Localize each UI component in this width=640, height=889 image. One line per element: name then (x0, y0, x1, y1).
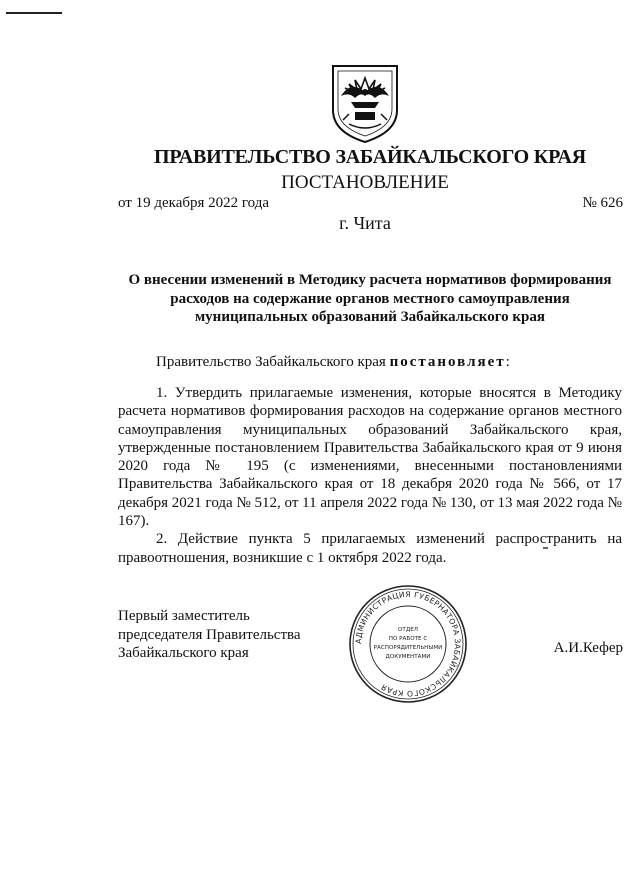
signatory-name: А.И.Кефер (553, 640, 623, 656)
official-seal-stamp (347, 583, 469, 705)
document-type: ПОСТАНОВЛЕНИЕ (281, 172, 449, 193)
seal-center-line-2: ПО РАБОТЕ С (388, 636, 428, 642)
preamble-text: Правительство Забайкальского края (156, 354, 390, 370)
preamble (156, 354, 510, 371)
signatory-position-line-1: Первый заместитель (118, 608, 250, 624)
document-body (118, 384, 622, 567)
document-date: от 19 декабря 2022 года (118, 195, 270, 211)
paragraph-1: 1. Утвердить прилагаемые изменения, которые вносятся в Методику расчета нормативов формирования расходов на содержание органов местного самоуправления муниципальных образований Забайкальского края, утвержденные постановлением Правительства Забайкальского края от 9 июня 2020 года № 195 (с изменениями, внесенными постановлениями Правительства Забайкальского края от 18 декабря 2020 года № 566, от 17 декабря 2021 года № 512, от 11 апреля 2022 года № 130, от 13 мая 2022 года № 167). (118, 385, 622, 530)
document-subject: О внесении изменений в Методику расчета нормативов формирования расходов на содержание органов местного самоуправления муниципальных образований Забайкальского края (128, 272, 612, 325)
document-number: № 626 (582, 195, 623, 211)
preamble-emphasis: постановляет (389, 354, 506, 370)
preamble-colon: : (505, 354, 510, 370)
organization-title: ПРАВИТЕЛЬСТВО ЗАБАЙКАЛЬСКОГО КРАЯ (153, 146, 587, 168)
seal-center-line-4: ДОКУМЕНТАМИ (385, 654, 431, 660)
coat-of-arms-emblem (329, 62, 401, 144)
seal-ring-text: АДМИНИСТРАЦИЯ ГУБЕРНАТОРА ЗАБАЙКАЛЬСКОГО КРАЯ (353, 589, 463, 699)
signatory-position (118, 607, 301, 663)
paragraph-2: 2. Действие пункта 5 прилагаемых изменений распространить на правоотношения, возникшие с 1 октября 2022 года. (118, 531, 622, 566)
signatory-position-line-2: председателя Правительства (118, 626, 301, 643)
scan-edge-line (6, 12, 62, 14)
seal-center-line-1: ОТДЕЛ (398, 627, 418, 633)
seal-center-line-3: РАСПОРЯДИТЕЛЬНЫМИ (373, 645, 443, 651)
stray-mark (543, 547, 548, 549)
signatory-position-line-3: Забайкальского края (118, 645, 249, 661)
document-city: г. Чита (339, 213, 391, 233)
